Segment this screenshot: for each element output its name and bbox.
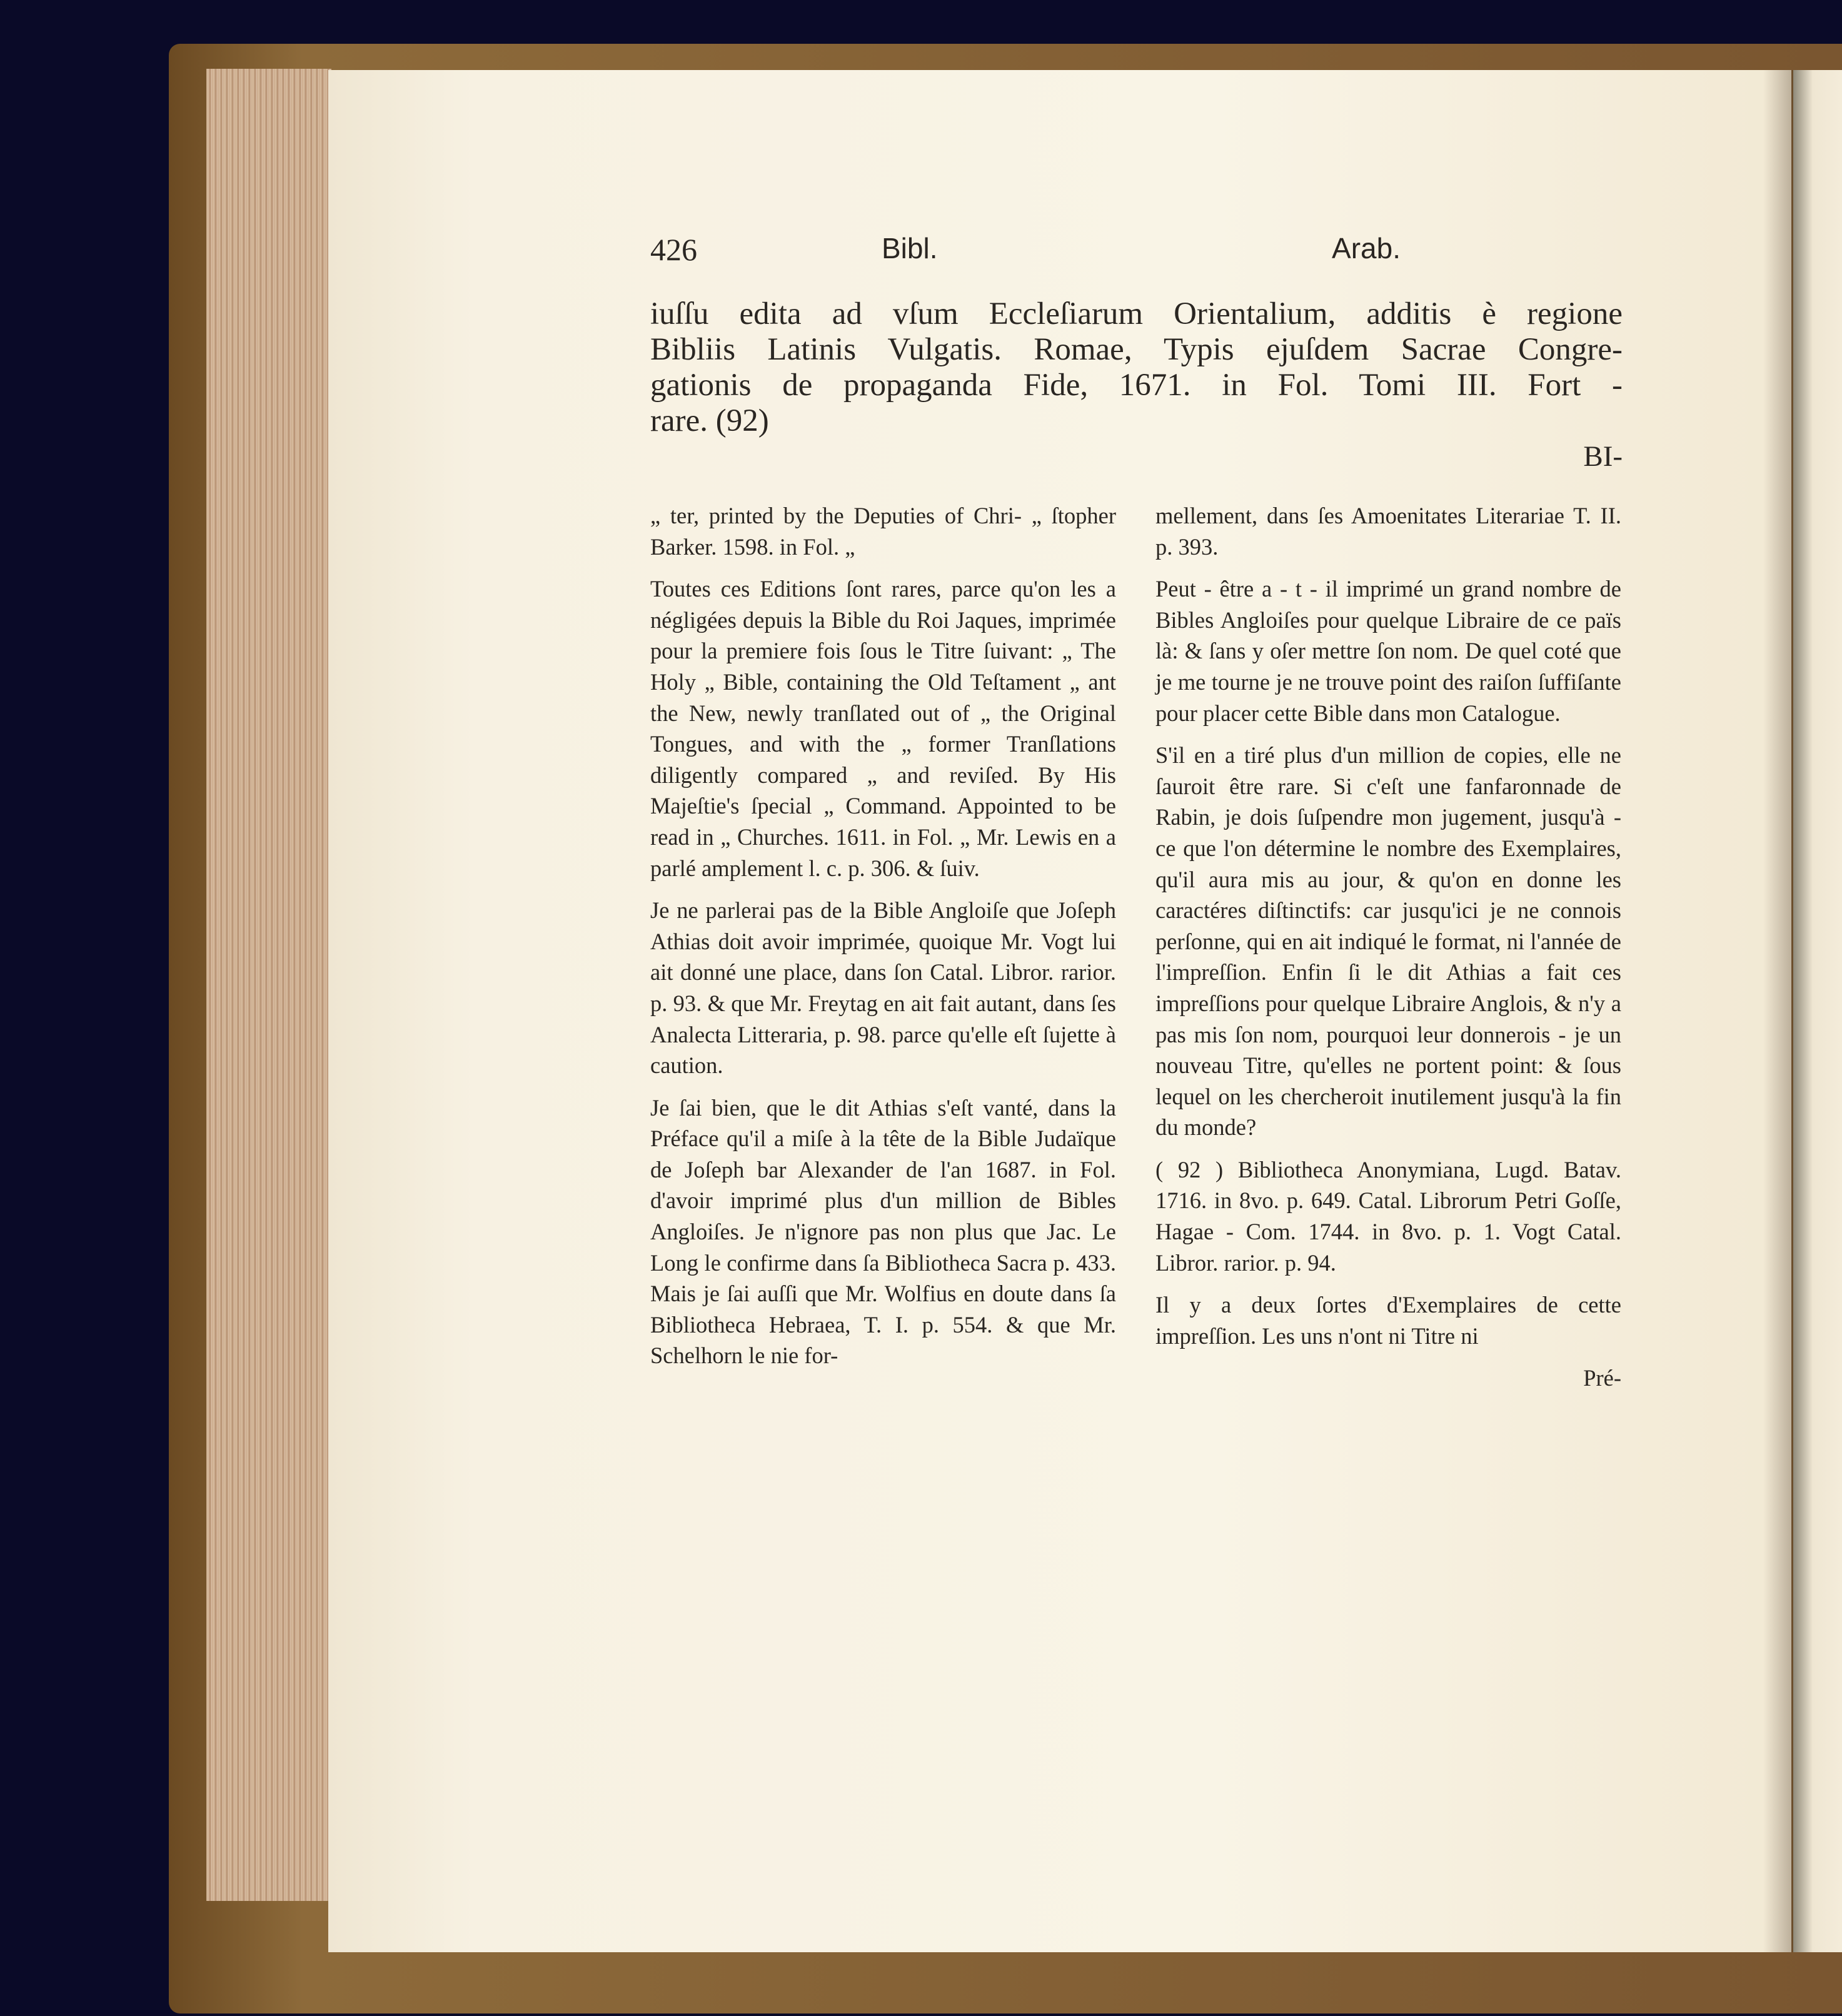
- right-paragraph: S'il en a tiré plus d'un million de copies, elle ne ſauroit être rare. Si c'eſt une fanfaronnade de Rabin, je dois ſuſpendre mon jugement, jusqu'à - ce que l'on détermine le nombre des Exemplaires, qu'il aura mis au jour, & qu'on en donne les caractéres diſtinctifs: car jusqu'ici je ne connois perſonne, qui en ait indiqué le format, ni l'année de l'impreſſion. Enfin ſi le dit Athias a fait ces impreſſions pour quelque Libraire Anglois, & n'y a pas mis ſon nom, pourquoi leur donnerois - je un nouveau Titre, qu'elles ne portent point: & ſous lequel on les chercheroit inutilement jusqu'à la fin du monde?: [1155, 742, 1621, 1141]
- top-line: iuſſu edita ad vſum Eccleſiarum Orientalium, additis è regione: [650, 296, 1623, 331]
- running-head-right: Arab.: [1332, 232, 1401, 265]
- left-paragraph: Je ſai bien, que le dit Athias s'eſt vanté, dans la Préface qu'il a miſe à la tête de la Bible Judaïque de Joſeph bar Alexander de l'an 1687. in Fol. d'avoir imprimé plus d'un million de Bibles Angloiſes. Je n'ignore pas non plus que Jac. Le Long le confirme dans ſa Bibliotheca Sacra p. 433. Mais je ſai auſſi que Mr. Wolfius en doute dans ſa Bibliotheca Hebraea, T. I. p. 554. & que Mr. Schelhorn le nie for-: [650, 1094, 1116, 1369]
- catchword-top: BI-: [1583, 440, 1623, 473]
- running-head: [650, 231, 1401, 275]
- top-line: Bibliis Latinis Vulgatis. Romae, Typis ejuſdem Sacrae Congre-: [650, 332, 1623, 367]
- page-number: 426: [650, 232, 697, 267]
- left-paragraph: Toutes ces Editions ſont rares, parce qu'on les a négligées depuis la Bible du Roi Jaques, imprimée pour la premiere fois ſous le Titre ſuivant: „ The Holy „ Bible, containing the Old Teſtament „ ant the New, newly tranſlated out of „ the Original Tongues, and with the „ former Tranſlations diligently compared „ and reviſed. By His Majeſtie's ſpecial „ Command. Appointed to be read in „ Churches. 1611. in Fol. „ Mr. Lewis en a parlé amplement l. c. p. 306. & ſuiv.: [650, 576, 1116, 881]
- gutter-shadow: [1763, 70, 1793, 1952]
- left-column: [650, 500, 1116, 1383]
- facing-page-edge: [1793, 70, 1842, 1952]
- top-line: gationis de propaganda Fide, 1671. in Fol. Tomi III. Fort -: [650, 368, 1623, 403]
- catchword-bottom: Pré-: [1583, 1365, 1621, 1391]
- running-head-center: Bibl.: [882, 232, 938, 265]
- left-paragraph: Je ne parlerai pas de la Bible Angloiſe que Joſeph Athias doit avoir imprimée, quoique Mr. Vogt lui ait donné une place, dans ſon Catal. Libror. rarior. p. 93. & que Mr. Freytag en ait fait autant, dans ſes Analecta Litteraria, p. 98. parce qu'elle eſt ſujette à caution.: [650, 897, 1116, 1079]
- page-edges: [206, 69, 331, 1901]
- top-line: rare. (92): [650, 403, 769, 438]
- right-paragraph: Il y a deux ſortes d'Exemplaires de cette impreſſion. Les uns n'ont ni Titre ni: [1155, 1292, 1621, 1349]
- footnote: ( 92 ) Bibliotheca Anonymiana, Lugd. Batav. 1716. in 8vo. p. 649. Catal. Librorum Petri Goſſe, Hagae - Com. 1744. in 8vo. p. 1. Vogt Catal. Libror. rarior. p. 94.: [1155, 1156, 1621, 1276]
- right-paragraph: Peut - être a - t - il imprimé un grand nombre de Bibles Angloiſes pour quelque Libraire de ce païs là: & ſans y oſer mettre ſon nom. De quel coté que je me tourne je ne trouve point des raiſon ſuffiſante pour placer cette Bible dans mon Catalogue.: [1155, 576, 1621, 726]
- right-column: [1155, 500, 1621, 1394]
- left-paragraph: „ ter, printed by the Deputies of Chri- „ ſtopher Barker. 1598. in Fol. „: [650, 503, 1116, 560]
- top-text-block: [650, 296, 1623, 439]
- right-paragraph: mellement, dans ſes Amoenitates Literariae T. II. p. 393.: [1155, 503, 1621, 560]
